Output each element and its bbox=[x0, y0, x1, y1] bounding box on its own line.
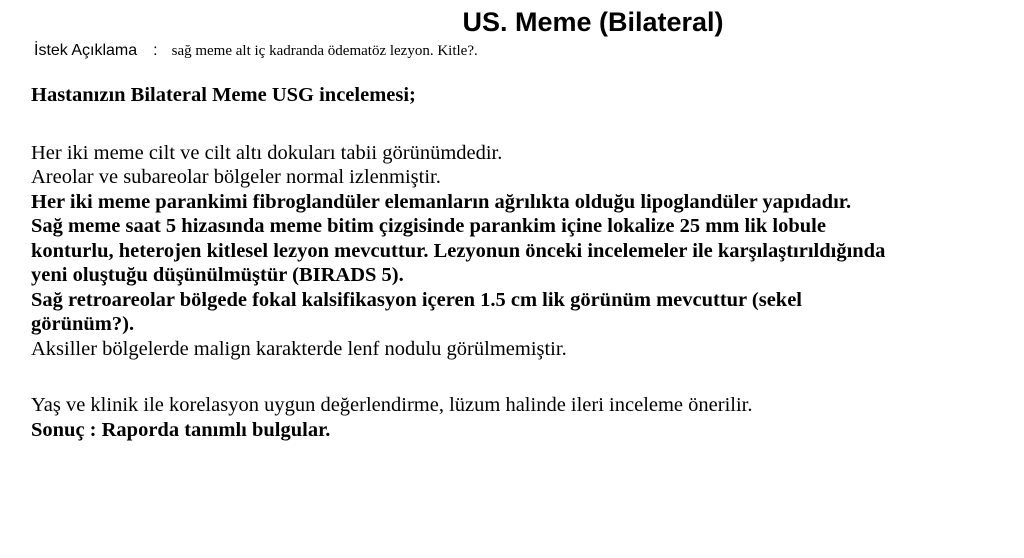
finding-line: yeni oluştuğu düşünülmüştür (BIRADS 5). bbox=[31, 264, 404, 286]
finding-line: Her iki meme cilt ve cilt altı dokuları tabii görünümdedir. bbox=[31, 141, 503, 164]
request-colon: : bbox=[153, 42, 158, 59]
request-description bbox=[34, 42, 478, 60]
finding-line: konturlu, heterojen kitlesel lezyon mevcuttur. Lezyonun önceki incelemeler ile karşılaştırıldığında bbox=[31, 239, 886, 262]
finding-line: görünüm?). bbox=[31, 313, 135, 335]
spacer bbox=[31, 108, 1024, 141]
conclusion: Sonuç : Raporda tanımlı bulgular. bbox=[31, 418, 331, 441]
recommendation: Yaş ve klinik ile korelasyon uygun değerlendirme, lüzum halinde ileri inceleme önerilir. bbox=[31, 394, 753, 416]
finding-line: Sağ meme saat 5 hizasında meme bitim çizgisinde parankim içine lokalize 25 mm lik lobule bbox=[31, 215, 826, 237]
report-heading: Hastanızın Bilateral Meme USG incelemesi; bbox=[31, 84, 416, 106]
spacer bbox=[31, 361, 1024, 393]
finding-line: Areolar ve subareolar bölgeler normal izlenmiştir. bbox=[31, 166, 441, 188]
finding-line: Sağ retroareolar bölgede fokal kalsifikasyon içeren 1.5 cm lik görünüm mevcuttur (sekel bbox=[31, 288, 803, 311]
request-text: sağ meme alt iç kadranda ödematöz lezyon. Kitle?. bbox=[171, 43, 478, 59]
request-label: İstek Açıklama bbox=[34, 42, 138, 59]
finding-line: Her iki meme parankimi fibroglandüler elemanların ağrılıkta olduğu lipoglandüler yapıdadır. bbox=[31, 190, 852, 213]
finding-line: Aksiller bölgelerde malign karakterde lenf nodulu görülmemiştir. bbox=[31, 337, 567, 360]
document-title: US. Meme (Bilateral) bbox=[462, 7, 724, 37]
report-body bbox=[31, 83, 1024, 442]
